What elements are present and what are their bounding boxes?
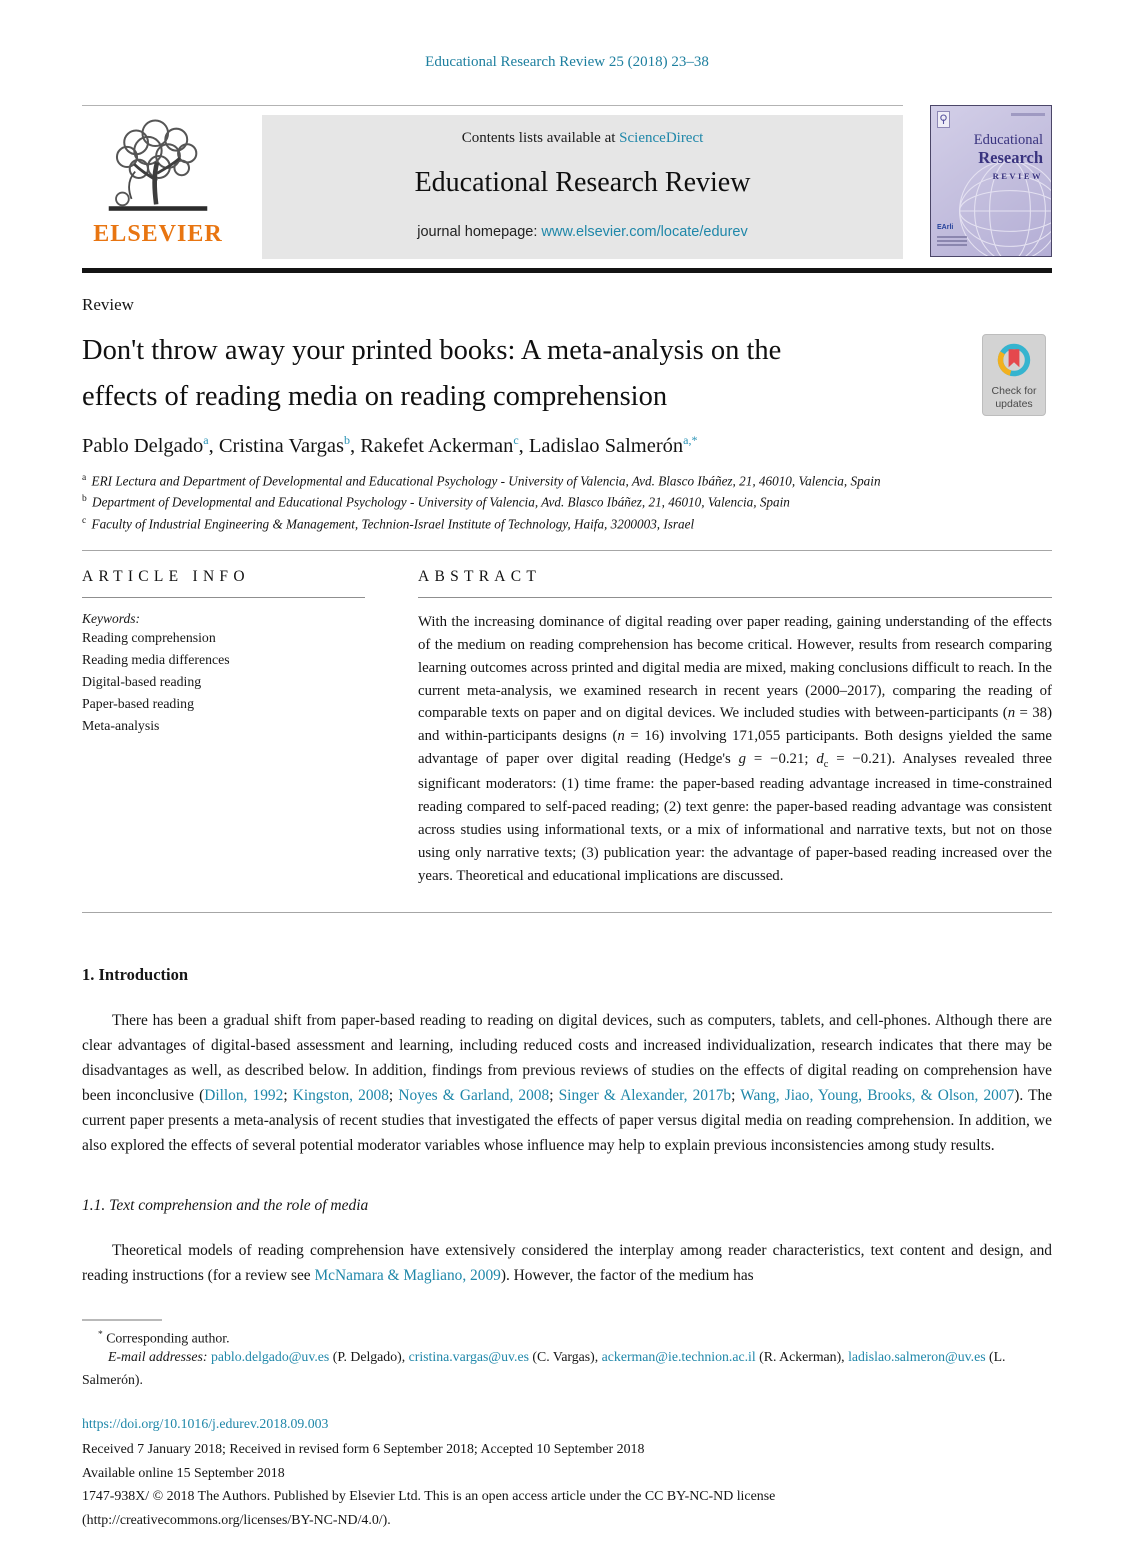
elsevier-tree-icon [99,115,217,219]
section-heading-introduction: 1. Introduction [82,964,189,984]
cover-elsevier-mark-icon [937,111,950,128]
email-addresses-note [82,1346,1052,1392]
corresponding-author-note: * Corresponding author. [98,1329,230,1346]
journal-header-left [82,105,903,259]
text-run: c [823,759,829,771]
earli-microtext-line [937,244,967,246]
article-title-line2: effects of reading media on reading comprehension [82,380,668,412]
text-run: ). The current paper presents a meta-analysis of recent studies that investigated the effects of paper versus digital media on reading comprehension. In addition, we also explored the effects of several potential moderator variables whose influence may help to explain previous inconsistencies among study results. [82,1086,1053,1154]
affiliation-line: $^c$ Faculty of Industrial Engineering & Management, Technion-Israel Institute of Technology, Haifa, 3200003, Israel [82,515,695,531]
author-affil-sup[interactable]: c [513,433,519,448]
email-link-vargas[interactable]: cristina.vargas@uv.es [408,1349,529,1365]
text-run: g [738,751,747,768]
cover-title-line2: Research [978,147,1043,167]
contents-prefix: Contents lists available at [461,130,616,146]
introduction-paragraph [82,1009,1052,1159]
check-for-updates-label [986,385,1042,410]
author: Ladislao Salmerón$^{a,*}$ [528,433,698,458]
text-run: ; [549,1086,559,1104]
email-link-salmeron[interactable]: ladislao.salmeron@uv.es [848,1349,986,1365]
text-run: With the increasing dominance of digital reading over paper reading, gaining understanding of the effects of the medium on reading comprehension has become critical. However, results from research comparing learning outcomes across printed and digital media are mixed, making conclusions difficult to reach. In the current meta-analysis, we examined research in recent years (2000–2017), comparing the reading of comparable texts on paper and on digital devices. We included studies with between-participants ( [418,613,1052,722]
section-1-1-paragraph [82,1239,1052,1289]
journal-header [82,105,1052,259]
article-info-column [82,568,365,888]
article-type-label: Review [82,295,134,314]
text-run: Theoretical models of reading comprehension have extensively considered the interplay among reader characteristics, text content and design, and reading instructions (for a review see [82,1241,1052,1284]
text-run: = 16) involving 171,055 participants. Both designs yielded the same advantage of paper over digital reading (Hedge's [418,728,1052,768]
cover-earli-logo [937,216,967,246]
affiliation-line: $^b$ Department of Developmental and Educational Psychology - University of Valencia, Avd. Blasco Ibáñez, 21, 46010, Valencia, Spain [82,494,790,510]
author-affil-sup[interactable]: a [203,433,209,448]
journal-cover-thumbnail[interactable] [930,105,1052,257]
text-run: E-mail addresses: [108,1349,211,1365]
author: Rakefet Ackerman$^c$, [360,433,529,458]
text-run: ; [731,1086,741,1104]
license-url-line: (http://creativecommons.org/licenses/BY-NC-ND/4.0/). [82,1513,391,1529]
elsevier-logo[interactable] [82,115,234,259]
citation-link-dillon-1992[interactable]: Dillon, 1992 [204,1086,284,1104]
text-run: = 38) and within-participants designs ( [418,705,1052,745]
author-affil-sup[interactable]: b [343,433,350,448]
license-line: 1747-938X/ © 2018 The Authors. Published by Elsevier Ltd. This is an open access article under the CC BY-NC-ND license [82,1489,776,1505]
footnote-divider [82,1319,162,1321]
citation-link-singer-alexander-2017b[interactable]: Singer & Alexander, 2017b [558,1086,732,1104]
author-list [82,433,1052,458]
earli-label: EArli [937,224,954,231]
sciencedirect-link[interactable]: ScienceDirect [619,130,704,146]
text-run: ; [283,1086,293,1104]
received-dates-line: Received 7 January 2018; Received in revised form 6 September 2018; Accepted 10 September 2018 [82,1441,645,1457]
badge-text-line2: updates [995,397,1033,410]
citation-link-wang-2007[interactable]: Wang, Jiao, Young, Brooks, & Olson, 2007 [740,1086,1015,1104]
available-online-line: Available online 15 September 2018 [82,1465,285,1481]
keyword: Digital-based reading [82,673,202,689]
keyword: Reading media differences [82,651,230,667]
elsevier-wordmark: ELSEVIER [93,221,223,247]
cover-issn-text [1011,113,1045,116]
email-link-delgado[interactable]: pablo.delgado@uv.es [210,1349,330,1365]
citation-link-noyes-garland-2008[interactable]: Noyes & Garland, 2008 [398,1086,550,1104]
author-affil-sup[interactable]: a,* [683,433,698,448]
text-run: n [1007,705,1016,722]
journal-citation[interactable]: Educational Research Review 25 (2018) 23–38 [425,54,709,70]
check-for-updates-badge[interactable] [982,334,1046,416]
cover-title-block [974,132,1043,181]
article-info-heading: ARTICLE INFO [82,568,365,598]
doi-link[interactable]: https://doi.org/10.1016/j.edurev.2018.09.003 [82,1415,329,1431]
affiliation-list [82,471,1052,535]
section-heading-1-1: 1.1. Text comprehension and the role of media [82,1196,369,1214]
contents-line [272,130,893,147]
author: Pablo Delgado$^a$, [82,433,219,458]
text-run: ; [388,1086,399,1104]
earli-microtext-line [937,240,967,242]
earli-microtext-line [937,236,967,238]
cover-title-line1: Educational [973,132,1043,148]
keyword: Paper-based reading [82,695,194,711]
journal-title: Educational Research Review [414,167,751,198]
text-run: n [617,728,625,745]
keywords-label: Keywords: [82,610,140,626]
email-link-ackerman[interactable]: ackerman@ie.technion.ac.il [601,1349,756,1365]
citation-link-mcnamara-magliano-2009[interactable]: McNamara & Magliano, 2009 [314,1266,501,1284]
abstract-column [418,568,1052,888]
text-run: (L. Salmerón). [82,1349,1006,1387]
header-divider-bar [82,268,1052,273]
text-run: = −0.21; [746,751,817,768]
text-run: (C. Vargas), [528,1349,602,1365]
article-history-block [82,1438,1052,1534]
article-title [82,328,962,419]
cover-title-line3: REVIEW [992,170,1043,181]
homepage-line [272,224,893,240]
affiliation-line: $^a$ ERI Lectura and Department of Developmental and Educational Psychology - University of Valencia, Avd. Blasco Ibáñez, 21, 46010, Valencia, Spain [82,473,881,489]
badge-text-line1: Check for [991,385,1037,397]
crossmark-icon [996,342,1032,378]
abstract-heading: ABSTRACT [418,568,1052,598]
text-run: There has been a gradual shift from paper-based reading to reading on digital devices, such as computers, tablets, and cell-phones. Although there are clear advantages of digital-based assessment and learning, including reduced costs and increased individualization, research indicates that there may be disadvantages as well, as described below. In addition, findings from previous reviews of studies on the effects of digital reading on comprehension have been inconclusive ( [82,1011,1052,1104]
text-run: (R. Ackerman), [755,1349,849,1365]
info-abstract-section [82,550,1052,913]
text-run: = −0.21). Analyses revealed three significant moderators: (1) time frame: the paper-based reading advantage increased in time-constrained reading compared to self-paced reading; (2) text genre: the paper-based reading advantage was consistent across studies using informational texts, or a mix of informational and narrative texts, but not on those using only narrative texts; (3) publication year: the advantage of paper-based reading increased over the years. Theoretical and educational implications are discussed. [418,751,1052,884]
journal-banner [262,115,903,259]
text-run: (P. Delgado), [329,1349,409,1365]
abstract-text [418,611,1052,888]
article-title-line1: Don't throw away your printed books: A meta-analysis on the [82,335,782,366]
author: Cristina Vargas$^b$, [218,433,361,458]
journal-homepage-link[interactable]: www.elsevier.com/locate/edurev [541,224,748,240]
homepage-label: journal homepage: [417,224,538,240]
citation-link-kingston-2008[interactable]: Kingston, 2008 [292,1086,389,1104]
keyword: Meta-analysis [82,718,160,734]
keyword: Reading comprehension [82,629,216,645]
text-run: d [816,751,824,768]
text-run: ). However, the factor of the medium has [500,1266,754,1284]
